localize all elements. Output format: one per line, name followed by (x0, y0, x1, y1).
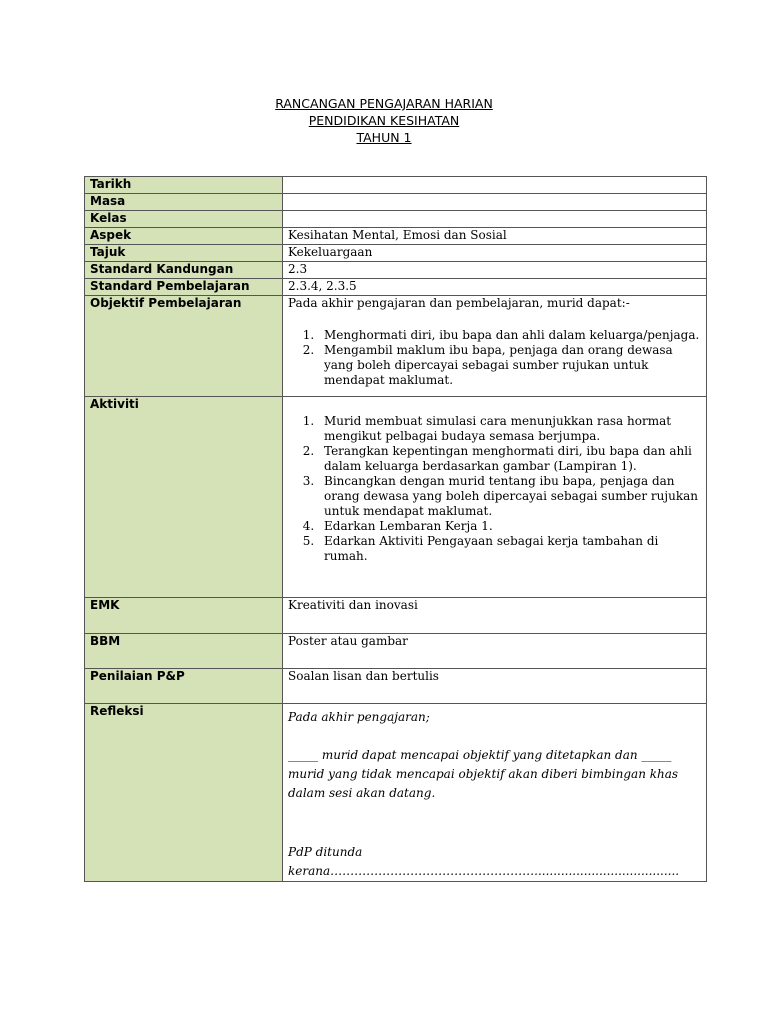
document-heading (0, 95, 768, 146)
objektif-intro: Pada akhir pengajaran dan pembelajaran, murid dapat:- (288, 296, 630, 310)
row-standard-kandungan (85, 262, 707, 279)
heading-subject: PENDIDIKAN KESIHATAN (308, 113, 460, 128)
value-kelas[interactable] (283, 211, 707, 228)
heading-year: TAHUN 1 (356, 130, 412, 145)
label-aktiviti: Aktiviti (85, 397, 283, 598)
refleksi-postponed[interactable]: PdP ditunda kerana……………………………………………...................................... (288, 845, 680, 878)
row-aspek (85, 228, 707, 245)
value-aktiviti (283, 397, 707, 598)
value-bbm: Poster atau gambar (283, 634, 707, 669)
label-standard-pembelajaran: Standard Pembelajaran (85, 279, 283, 296)
value-tajuk: Kekeluargaan (283, 245, 707, 262)
aktiviti-item: 5. Edarkan Aktiviti Pengayaan sebagai kerja tambahan di rumah. (318, 534, 701, 564)
label-standard-kandungan: Standard Kandungan (85, 262, 283, 279)
aktiviti-item: 1. Murid membuat simulasi cara menunjukkan rasa hormat mengikut pelbagai budaya semasa berjumpa. (318, 414, 701, 444)
label-kelas: Kelas (85, 211, 283, 228)
objektif-item: 1. Menghormati diri, ibu bapa dan ahli dalam keluarga/penjaga. (318, 328, 701, 343)
label-emk: EMK (85, 598, 283, 634)
value-penilaian: Soalan lisan dan bertulis (283, 669, 707, 704)
label-bbm: BBM (85, 634, 283, 669)
aktiviti-item: 2. Terangkan kepentingan menghormati diri, ibu bapa dan ahli dalam keluarga berdasarkan gambar (Lampiran 1). (318, 444, 701, 474)
refleksi-intro: Pada akhir pengajaran; (288, 710, 430, 724)
aktiviti-list (288, 414, 701, 564)
lesson-plan-table (84, 176, 707, 882)
value-standard-pembelajaran: 2.3.4, 2.3.5 (283, 279, 707, 296)
objektif-item: 2. Mengambil maklum ibu bapa, penjaga dan orang dewasa yang boleh dipercayai sebagai sumber rujukan untuk mendapat maklumat. (318, 343, 701, 388)
aktiviti-item: 4. Edarkan Lembaran Kerja 1. (318, 519, 701, 534)
aktiviti-item: 3. Bincangkan dengan murid tentang ibu bapa, penjaga dan orang dewasa yang boleh dipercayai sebagai sumber rujukan untuk mendapat maklumat. (318, 474, 701, 519)
value-tarikh[interactable] (283, 177, 707, 194)
row-tarikh (85, 177, 707, 194)
row-objektif (85, 296, 707, 397)
label-penilaian: Penilaian P&P (85, 669, 283, 704)
row-bbm (85, 634, 707, 669)
label-aspek: Aspek (85, 228, 283, 245)
value-emk: Kreativiti dan inovasi (283, 598, 707, 634)
row-standard-pembelajaran (85, 279, 707, 296)
value-aspek: Kesihatan Mental, Emosi dan Sosial (283, 228, 707, 245)
label-tajuk: Tajuk (85, 245, 283, 262)
label-refleksi: Refleksi (85, 704, 283, 882)
row-masa (85, 194, 707, 211)
heading-title: RANCANGAN PENGAJARAN HARIAN (275, 96, 493, 111)
row-penilaian (85, 669, 707, 704)
label-masa: Masa (85, 194, 283, 211)
label-tarikh: Tarikh (85, 177, 283, 194)
value-objektif (283, 296, 707, 397)
row-kelas (85, 211, 707, 228)
refleksi-summary[interactable]: _____ murid dapat mencapai objektif yang ditetapkan dan _____ murid yang tidak mencapai objektif akan diberi bimbingan khas dalam sesi akan datang. (288, 748, 679, 800)
row-aktiviti (85, 397, 707, 598)
value-standard-kandungan: 2.3 (283, 262, 707, 279)
objektif-list (288, 328, 701, 388)
row-refleksi (85, 704, 707, 882)
label-objektif: Objektif Pembelajaran (85, 296, 283, 397)
row-emk (85, 598, 707, 634)
row-tajuk (85, 245, 707, 262)
value-refleksi (283, 704, 707, 882)
value-masa[interactable] (283, 194, 707, 211)
